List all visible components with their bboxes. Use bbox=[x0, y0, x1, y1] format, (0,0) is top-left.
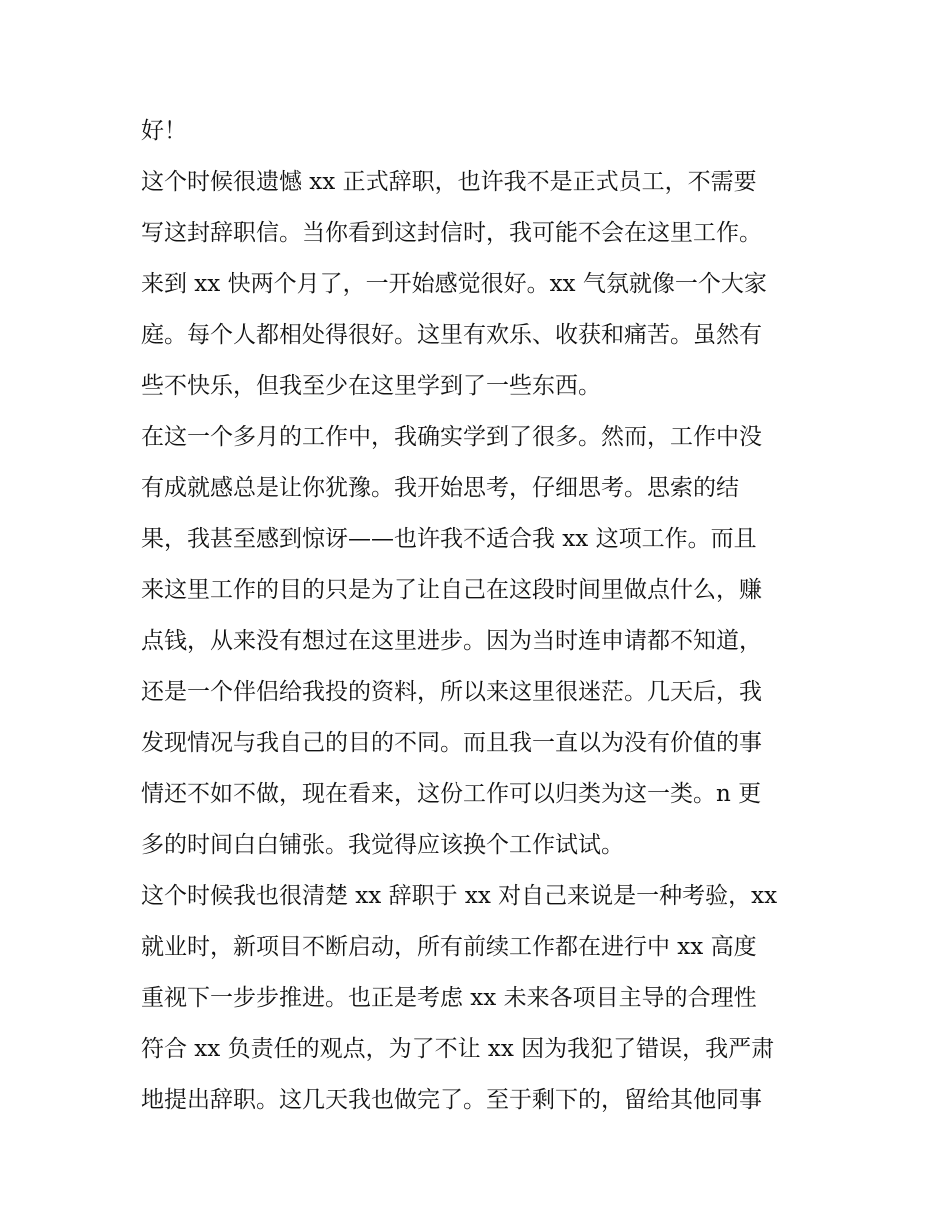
text-line: 多的时间白白铺张。我觉得应该换个工作试试。 bbox=[141, 832, 624, 858]
text-line: 地提出辞职。这几天我也做完了。至于剩下的，留给其他同事 bbox=[141, 1087, 762, 1113]
text-line: 写这封辞职信。当你看到这封信时，我可能不会在这里工作。 bbox=[141, 220, 762, 246]
text-line: 来这里工作的目的只是为了让自己在这段时间里做点什么，赚 bbox=[141, 577, 762, 603]
text-line: 情还不如不做，现在看来，这份工作可以归类为这一类。n 更 bbox=[141, 781, 762, 807]
text-line: 好！ bbox=[141, 118, 187, 144]
text-line: 这个时候我也很清楚 xx 辞职于 xx 对自己来说是一种考验，xx bbox=[141, 883, 778, 909]
text-line: 发现情况与我自己的目的不同。而且我一直以为没有价值的事 bbox=[141, 730, 762, 756]
text-line: 在这一个多月的工作中，我确实学到了很多。然而，工作中没 bbox=[141, 424, 762, 450]
text-line: 些不快乐，但我至少在这里学到了一些东西。 bbox=[141, 373, 601, 399]
text-line: 还是一个伴侣给我投的资料，所以来这里很迷茫。几天后，我 bbox=[141, 679, 762, 705]
text-line: 就业时，新项目不断启动，所有前续工作都在进行中 xx 高度 bbox=[141, 934, 757, 960]
text-line: 来到 xx 快两个月了，一开始感觉很好。xx 气氛就像一个大家 bbox=[141, 271, 767, 297]
text-line: 这个时候很遗憾 xx 正式辞职，也许我不是正式员工，不需要 bbox=[141, 169, 757, 195]
letter-body bbox=[141, 106, 821, 1126]
text-line: 符合 xx 负责任的观点，为了不让 xx 因为我犯了错误，我严肃 bbox=[141, 1036, 775, 1062]
text-line: 点钱，从来没有想过在这里进步。因为当时连申请都不知道， bbox=[141, 628, 762, 654]
text-line: 果，我甚至感到惊讶——也许我不适合我 xx 这项工作。而且 bbox=[141, 526, 757, 552]
text-line: 重视下一步步推进。也正是考虑 xx 未来各项目主导的合理性 bbox=[141, 985, 757, 1011]
text-line: 庭。每个人都相处得很好。这里有欢乐、收获和痛苦。虽然有 bbox=[141, 322, 762, 348]
text-line: 有成就感总是让你犹豫。我开始思考，仔细思考。思索的结 bbox=[141, 475, 739, 501]
